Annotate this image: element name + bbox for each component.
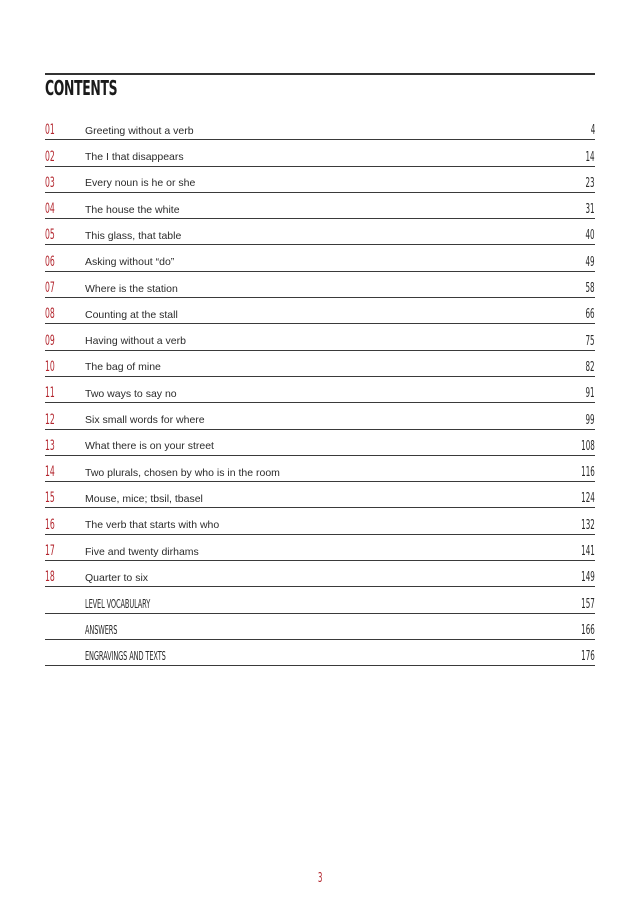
chapter-number: 05 [45,227,55,244]
page-number: 66 [585,307,595,323]
toc-row[interactable] [45,403,595,429]
toc-row[interactable] [45,298,595,324]
toc-row[interactable] [45,377,595,403]
toc-row[interactable] [45,324,595,350]
page-number: 91 [585,386,595,402]
chapter-title: Asking without “do” [85,256,175,269]
toc-row[interactable] [45,430,595,456]
chapter-number: 06 [45,253,55,270]
chapter-number: 16 [45,516,55,533]
toc-row[interactable] [45,140,595,166]
chapter-title: This glass, that table [85,229,182,242]
page-number: 124 [581,491,595,507]
page-number: 108 [581,438,595,454]
backmatter-title: ENGRAVINGS AND TEXTS [85,649,166,664]
page-number: 99 [585,412,595,428]
chapter-title: Mouse, mice; tbsil, tbasel [85,492,203,505]
chapter-number: 02 [45,148,55,165]
toc-row[interactable] [45,561,595,587]
page-number: 40 [585,228,595,244]
chapter-title: Two ways to say no [85,387,177,400]
page-number: 23 [585,175,595,191]
page-heading: CONTENTS [45,76,118,100]
chapter-number: 10 [45,358,55,375]
top-rule [45,73,595,75]
toc-row-backmatter[interactable] [45,614,595,640]
table-of-contents [45,114,595,666]
page-number: 14 [585,149,595,165]
chapter-number: 14 [45,464,55,481]
toc-row[interactable] [45,456,595,482]
toc-row[interactable] [45,193,595,219]
folio-number: 3 [317,871,323,886]
chapter-title: Where is the station [85,282,178,295]
toc-row[interactable] [45,219,595,245]
page-number: 75 [585,333,595,349]
page-folio [0,871,640,886]
toc-row[interactable] [45,167,595,193]
chapter-title: Having without a verb [85,335,186,348]
page-number: 58 [585,281,595,297]
chapter-number: 15 [45,490,55,507]
chapter-number: 01 [45,122,55,139]
page-number: 141 [581,544,595,560]
chapter-number: 12 [45,411,55,428]
chapter-number: 17 [45,543,55,560]
toc-row[interactable] [45,272,595,298]
toc-row-backmatter[interactable] [45,587,595,613]
page-number: 132 [581,517,595,533]
chapter-title: The verb that starts with who [85,519,220,532]
chapter-title: The I that disappears [85,151,184,164]
chapter-title: Two plurals, chosen by who is in the room [85,466,280,479]
toc-row[interactable] [45,482,595,508]
chapter-number: 07 [45,280,55,297]
backmatter-title: ANSWERS [85,622,118,637]
chapter-number: 11 [45,385,55,402]
page-number: 49 [585,254,595,270]
page-number: 4 [590,123,595,139]
chapter-title: Five and twenty dirhams [85,545,199,558]
chapter-title: What there is on your street [85,440,214,453]
page-number: 149 [581,570,595,586]
toc-row[interactable] [45,114,595,140]
toc-row[interactable] [45,508,595,534]
page-number: 31 [585,202,595,218]
chapter-title: The house the white [85,203,180,216]
toc-row[interactable] [45,535,595,561]
page-number: 166 [581,622,595,638]
page-number: 116 [581,465,595,481]
toc-row[interactable] [45,351,595,377]
chapter-title: Greeting without a verb [85,124,194,137]
toc-row-backmatter[interactable] [45,640,595,666]
chapter-number: 08 [45,306,55,323]
chapter-title: The bag of mine [85,361,161,374]
chapter-number: 13 [45,437,55,454]
chapter-title: Quarter to six [85,571,149,584]
chapter-number: 09 [45,332,55,349]
chapter-number: 04 [45,201,55,218]
backmatter-title: LEVEL VOCABULARY [85,596,151,611]
page-number: 176 [581,649,595,665]
chapter-title: Counting at the stall [85,308,178,321]
chapter-title: Every noun is he or she [85,177,196,190]
chapter-number: 03 [45,174,55,191]
page-number: 157 [581,596,595,612]
page-number: 82 [585,359,595,375]
toc-row[interactable] [45,245,595,271]
chapter-title: Six small words for where [85,414,205,427]
chapter-number: 18 [45,569,55,586]
